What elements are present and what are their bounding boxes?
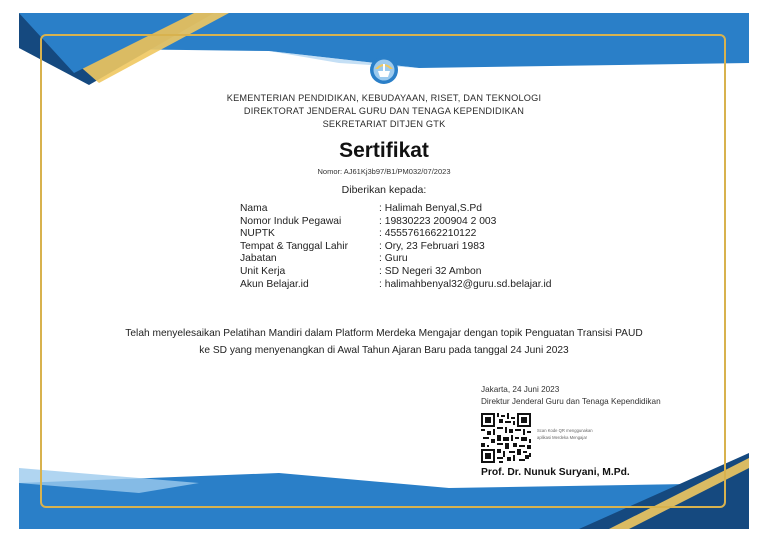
detail-row [240,279,600,292]
detail-row [240,216,600,229]
detail-row [240,266,600,279]
completion-statement [79,325,689,359]
detail-label: Nama [240,203,268,214]
detail-row [240,253,600,266]
signer-name: Prof. Dr. Nunuk Suryani, M.Pd. [481,467,630,478]
statement-line-1: Telah menyelesaikan Pelatihan Mandiri dalam Platform Merdeka Mengajar dengan topik Penguatan Transisi PAUD [125,328,643,339]
detail-label: NUPTK [240,228,275,240]
detail-label: Tempat & Tanggal Lahir [240,240,348,252]
signature-role: Direktur Jenderal Guru dan Tenaga Kependidikan [481,397,661,406]
detail-value: : 19830223 200904 2 003 [379,215,497,227]
detail-row [240,228,600,241]
recipient-details [240,203,600,291]
tut-wuri-handayani-logo [369,55,399,85]
signature-place-date: Jakarta, 24 Juni 2023 [481,385,560,394]
qr-caption [537,427,627,441]
detail-value: : Ory, 23 Februari 1983 [379,240,485,252]
detail-label: Nomor Induk Pegawai [240,215,342,227]
detail-value: : SD Negeri 32 Ambon [379,265,482,277]
qr-caption-line-2: aplikasi Merdeka Mengajar [537,435,588,440]
certificate-title: Sertifikat [339,139,429,162]
signature-block [481,385,711,478]
detail-label: Unit Kerja [240,265,286,277]
detail-value: : halimahbenyal32@guru.sd.belajar.id [379,278,552,290]
qr-section [481,413,711,465]
detail-label: Jabatan [240,253,277,265]
detail-label: Akun Belajar.id [240,278,309,290]
certificate [19,13,749,529]
detail-row [240,241,600,254]
detail-value: : Guru [379,253,408,265]
detail-row [240,203,600,216]
ministry-name: KEMENTERIAN PENDIDIKAN, KEBUDAYAAN, RISET, DAN TEKNOLOGI [226,93,542,103]
qr-caption-line-1: Scan Kode QR menggunakan [537,428,593,433]
certificate-number: Nomor: AJ61Kj3b97/B1/PM032/07/2023 [317,167,451,176]
detail-value: : Halimah Benyal,S.Pd [379,203,483,214]
given-to-label: Diberikan kepada: [341,184,427,196]
directorate-name: DIREKTORAT JENDERAL GURU DAN TENAGA KEPENDIDIKAN [243,106,525,116]
certificate-content [19,13,749,529]
qr-code-icon [481,413,531,463]
secretariat-name: SEKRETARIAT DITJEN GTK [322,119,446,129]
statement-line-2: ke SD yang menyenangkan di Awal Tahun Ajaran Baru pada tanggal 24 Juni 2023 [199,345,569,356]
detail-value: : 4555761662210122 [379,228,477,240]
